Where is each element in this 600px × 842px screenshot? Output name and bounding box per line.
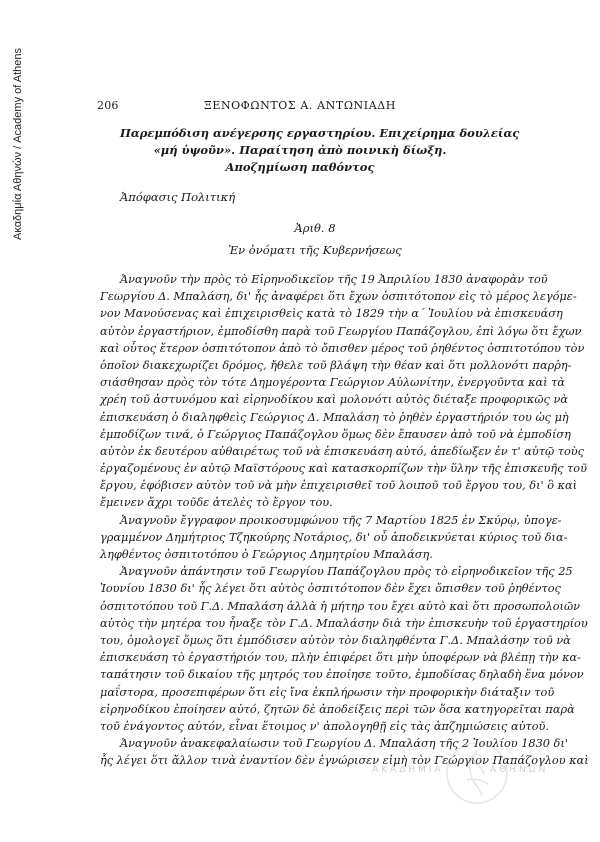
decision-type: Ἀπόφασις Πολιτική [120,190,236,204]
body-line: ταπάτησιν τοῦ δικαίου τῆς μητρός του ἐποίησε τοῦτο, ἐμποδίσας δηλαδὴ ἕνα μόνον [100,668,584,682]
body-line: Γεωργίου Δ. Μπαλάση, δι' ἧς ἀναφέρει ὅτι ἔχων ὀσπιτότοπον εἰς τὸ μέρος λεγόμε- [100,290,577,304]
body-line: ἐργαζομένους ἐν αὐτῷ Μαϊστόρους καὶ κατασκορπίζων τὴν ὕλην τῆς ἐπισκευῆς τοῦ [100,462,587,476]
body-line: χρέη τοῦ ἀστυνόμου καὶ εἰρηνοδίκου καὶ μολονότι αὐτὸς διέταξε προφορικῶς νὰ [100,393,568,407]
body-line: ἔμεινεν ἄχρι τοῦδε ἀτελὲς τὸ ἔργον του. [100,496,333,510]
body-line: ἐπισκευάση τὸ ἐργαστήριόν του, πλὴν ἐπιφέρει ὅτι μὴν ὑποφέρων νὰ βλέπῃ τὴν κα- [100,651,581,665]
body-line: ἧς λέγει ὅτι ἄλλον τινὰ ἐναντίον δὲν ἐγνώρισεν εἰμὴ τὸν Γεώργιον Παπάζογλου καὶ [100,754,589,768]
body-line: εἰρηνοδίκου ἐποίησεν αὐτό, ζητῶν δὲ ἀποδείξεις περὶ τῶν ὅσα κατηγορεῖται παρὰ [100,702,575,716]
body-line: καὶ οὗτος ἕτερον ὀσπιτότοπον ἀπὸ τὸ ὄπισθεν μέρος τοῦ ῥηθέντος ὀσπιτοτόπου τὸν [100,341,585,355]
body-line: αὐτὸς τὴν μητέρα του ἦναξε τὸν Γ.Δ. Μπαλάσην διὰ τὴν ἐπισκευὴν τοῦ ἐργαστηρίου [100,616,588,630]
running-head: ΞΕΝΟΦΩΝΤΟΣ Α. ΑΝΤΩΝΙΑΔΗ [203,99,397,112]
body-line: Ἀναγνοῦν ἀνακεφαλαίωσιν τοῦ Γεωργίου Δ. Μπαλάση τῆς 2 Ἰουλίου 1830 δι' [120,737,568,751]
watermark-word: ΑΘΗΝΩΝ [490,765,549,775]
body-line: Ἀναγνοῦν τὴν πρὸς τὸ Εἰρηνοδικεῖον τῆς 19 Ἀπριλίου 1830 ἀναφορὰν τοῦ [120,273,548,286]
body-line: ὀσπιτοτόπου τοῦ Γ.Δ. Μπαλάση ἀλλὰ ἡ μήτηρ του ἔχει αὐτὸ καὶ ὅτι προσωπολοιῶν [100,599,581,613]
section-heading-line: Παρεμπόδιση ανέγερσης εργαστηρίου. Επιχείρημα δουλείας [120,126,520,140]
body-line: τοῦ ἐνάγοντος αὐτόν, εἶναι ἕτοιμος ν' ἀπολογηθῇ εἰς τὰς ἀπζημιώσεις αὐτοῦ. [100,719,549,733]
body-line: μαΐστορα, προσεπιφέρων ὅτι εἰς ἴνα ἐκπλήρωσιν τὴν προφορικὴν διάταξιν τοῦ [100,685,555,699]
invocation: Ἐν ὀνόματι τῆς Κυβερνήσεως [228,243,402,257]
watermark-word: ΑΚΑΔΗΜΙΑ [372,765,444,775]
body-line: σιάσθησαν πρὸς τὸν τότε Δημογέροντα Γεώργιον Αὐλωνίτην, ἐνεργοῦντα καὶ τὰ [100,376,566,390]
body-line: ὁποῖον διακεχωρίζει δρόμος, ἤθελε τοῦ βλάψη τὴν θέαν καὶ ὅτι μολλονότι παρῥη- [100,358,572,372]
academy-seal-icon [442,738,512,808]
body-line: Ἀναγνοῦν ἔγγραφον προικοσυμφώνου τῆς 7 Μαρτίου 1825 ἐν Σκύρῳ, ὑπογε- [120,513,562,527]
body-line: γραμμένον Δημήτριος Τζηκούρης Νοτάριος, δι' οὗ ἀποδεικνύεται κύριος τοῦ δια- [100,530,568,544]
decision-number: Ἀριθ. 8 [294,221,336,235]
body-line: Ἀναγνοῦν ἀπάντησιν τοῦ Γεωργίου Παπάζογλου πρὸς τὸ εἰρηνοδικεῖον τῆς 25 [120,565,573,579]
body-line: νον Μανούσενας καὶ ἐπιχειρισθεὶς κατὰ τὸ 1829 τὴν α΄ Ἰουλίου νὰ ἐπισκευάση [100,307,563,321]
section-heading-line: «μή ὑψοῦν». Παραίτηση ἀπὸ ποινικὴ δίωξη. [153,143,447,157]
body-line: αὐτὸν ἐκ δευτέρου αὐθαιρέτως τοῦ νὰ ἐπισκευάση αὐτό, ἀπεδίωξεν ἐν τ' αὐτῷ τοὺς [100,444,585,458]
body-text [100,271,589,769]
body-line: ἔργου, ἐφόβισεν αὐτὸν τοῦ νὰ μὴν ἐπιχειρισθεῖ τοῦ λοιποῦ τοῦ ἔργου του, δι' ὃ καὶ [100,479,578,493]
page-number: 206 [97,99,119,112]
section-heading-line: Αποζημίωση παθόντος [225,160,375,174]
body-line: αὐτὸν ἐργαστήριον, ἐμποδίσθη παρὰ τοῦ Γεωργίου Παπάζογλου, ἐπὶ λόγω ὅτι ἔχων [100,324,582,338]
body-line: ἐμποδίζων τινά, ὁ Γεώργιος Παπάζογλου ὅμως δὲν ἔπαυσεν ἀπὸ τοῦ νὰ ἐμποδίση [100,427,571,441]
archive-side-label: Ακαδημία Αθηνών / Academy of Athens [12,47,24,240]
body-line: ληφθέντος ὀσπιτοτόπου ὁ Γεώργιος Δημητρίου Μπαλάση. [100,548,433,561]
body-line: ἐπισκευάση ὁ διαληφθεὶς Γεώργιος Δ. Μπαλάση τὸ ῥηθὲν ἐργαστήριόν του ὡς μὴ [100,410,569,424]
section-heading [120,125,520,176]
body-line: Ἰουνίου 1830 δι' ἧς λέγει ὅτι αὐτὸς ὀσπιτότοπον δὲν ἔχει ὄπισθεν τοῦ ῥηθέντος [100,582,561,596]
body-line: του, ὁμολογεῖ ὅμως ὅτι ἐμπόδισεν αὐτὸν τὸν διαληφθέντα Γ.Δ. Μπαλάσην τοῦ νὰ [100,633,571,647]
